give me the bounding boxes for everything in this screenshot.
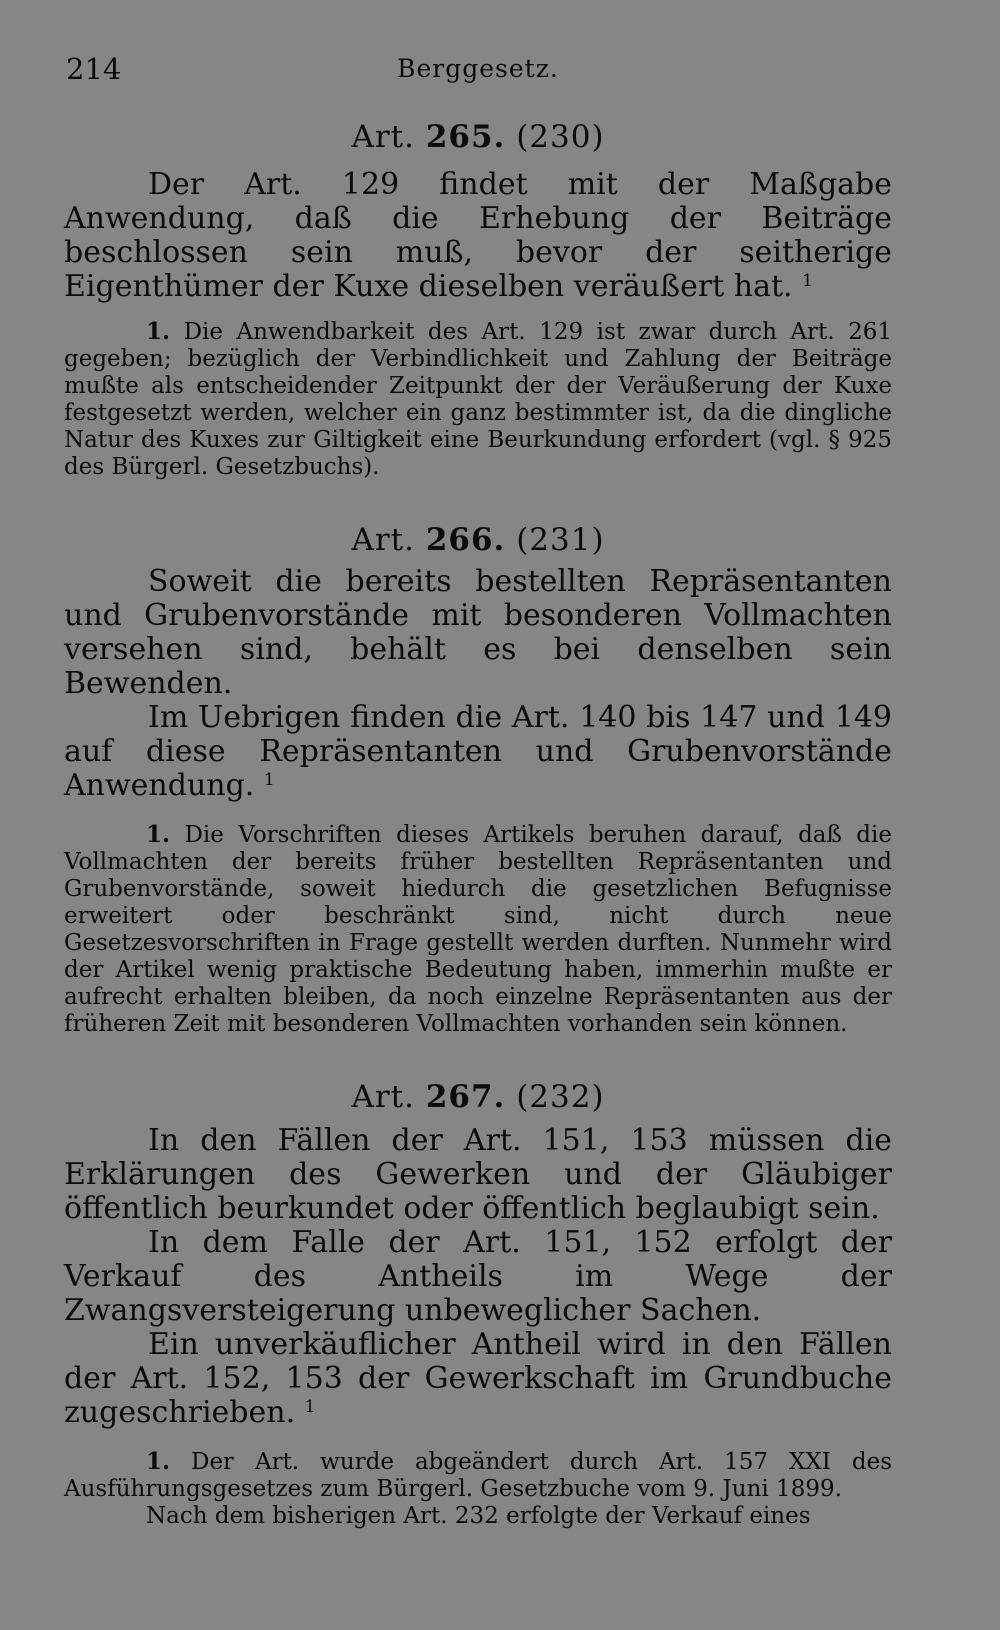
note: Nach dem bisherigen Art. 232 erfolgte der Verkauf eines	[146, 1503, 811, 1529]
article-text	[64, 168, 892, 304]
article-paragraph: In dem Falle der Art. 151, 152 erfolgt der Verkauf des Antheils im Wege der Zwangsversteigerung unbeweglicher Sachen.	[64, 1225, 892, 1328]
page-content	[64, 118, 892, 1530]
note: 1. Die Anwendbarkeit des Art. 129 ist zwar durch Art. 261 gegeben; bezüglich der Verbindlichkeit und Zahlung der Beiträge mußte als entscheidender Zeitpunkt der der Veräußerung der Kuxe festgesetzt werden, welcher ein ganz bestimmter ist, da die dingliche Natur des Kuxes zur Giltigkeit eine Beurkundung erfordert (vgl. § 925 des Bürgerl. Gesetzbuchs).	[64, 318, 893, 480]
article-notes	[64, 1448, 892, 1530]
article-heading: Art. 266. (231)	[351, 522, 605, 558]
article-267	[64, 1078, 892, 1530]
article-heading: Art. 265. (230)	[351, 119, 605, 155]
article-text	[64, 1124, 892, 1430]
article-266	[64, 521, 892, 1038]
article-paragraph: Im Uebrigen finden die Art. 140 bis 147 und 149 auf diese Repräsentanten und Grubenvorstände Anwendung. $^1$	[64, 700, 892, 803]
article-paragraph: Der Art. 129 findet mit der Maßgabe Anwendung, daß die Erhebung der Beiträge beschlossen sein muß, bevor der seitherige Eigenthümer der Kuxe dieselben veräußert hat. $^1$	[64, 167, 892, 304]
footnote-mark: 1	[263, 770, 275, 790]
article-heading: Art. 267. (232)	[351, 1079, 605, 1115]
page-number: 214	[66, 52, 122, 86]
article-paragraph: In den Fällen der Art. 151, 153 müssen die Erklärungen des Gewerken und der Gläubiger öffentlich beurkundet oder öffentlich beglaubigt sein.	[64, 1123, 892, 1226]
note: 1. Die Vorschriften dieses Artikels beruhen darauf, daß die Vollmachten der bereits früher bestellten Repräsentanten und Grubenvorstände, soweit hiedurch die gesetzlichen Befugnisse erweitert oder beschränkt sind, nicht durch neue Gesetzesvorschriften in Frage gestellt werden durften. Nunmehr wird der Artikel wenig praktische Bedeutung haben, immerhin mußte er aufrecht erhalten bleiben, da noch einzelne Repräsentanten aus der früheren Zeit mit besonderen Vollmachten vorhanden sein können.	[64, 821, 892, 1037]
running-title: Berggesetz.	[397, 54, 559, 83]
page-header	[66, 52, 890, 92]
article-notes	[64, 821, 892, 1038]
article-text	[64, 565, 892, 803]
article-paragraph: Soweit die bereits bestellten Repräsentanten und Grubenvorstände mit besonderen Vollmachten versehen sind, behält es bei denselben sein Bewenden.	[64, 564, 892, 701]
footnote-mark: 1	[802, 271, 813, 291]
footnote-mark: 1	[304, 1397, 316, 1417]
article-paragraph: Ein unverkäuflicher Antheil wird in den Fällen der Art. 152, 153 der Gewerkschaft im Grundbuche zugeschrieben. $^1$	[64, 1327, 892, 1430]
article-notes	[64, 318, 892, 481]
article-265	[64, 118, 892, 481]
note: 1. Der Art. wurde abgeändert durch Art. 157 XXI des Ausführungsgesetzes zum Bürgerl. Gesetzbuche vom 9. Juni 1899.	[64, 1448, 892, 1502]
